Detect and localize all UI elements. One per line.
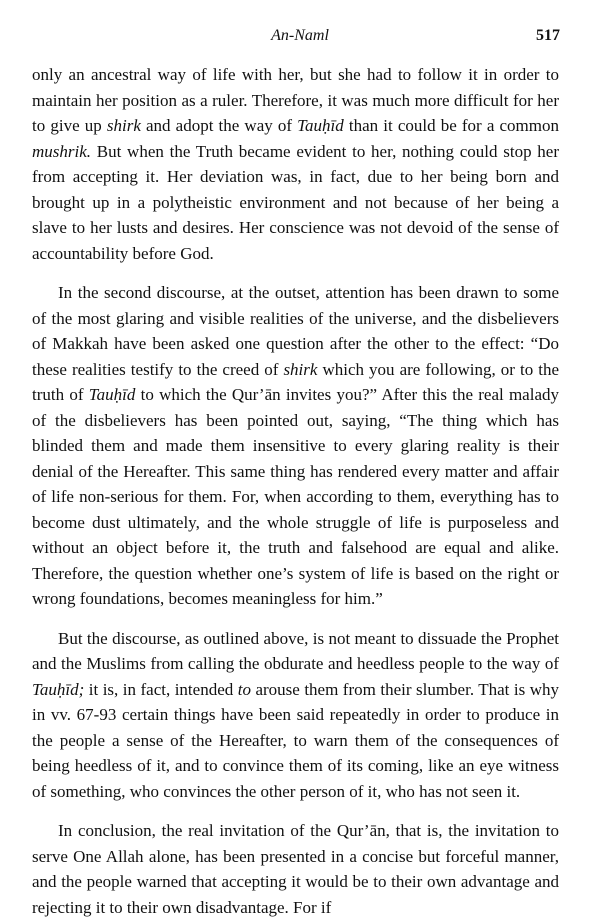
paragraph-3 — [32, 626, 559, 805]
running-title: An-Naml — [271, 27, 329, 44]
text-run: and adopt the way of — [140, 116, 298, 135]
paragraph-2 — [32, 280, 559, 612]
italic-term: Tauḥīd; — [32, 679, 85, 699]
text-run: But when the Truth became evident to her, nothing could stop her from accepting it. Her deviation was, in fact, due to her being born and brought up in a polytheistic environment and not because of her being a slave to her lusts and desires. Her conscience was not devoid of the sense of accountability before God. — [32, 141, 559, 263]
text-run: In the second discourse, at the outset, attention has been drawn to some of the most glaring and visible realities of the universe, and the disbelievers of Makkah have been asked one question after the other to the effect: “Do these realities testify to the creed of — [32, 283, 559, 379]
text-run: it is, in fact, intended — [84, 679, 238, 699]
italic-term: shirk — [283, 359, 318, 379]
page-body — [32, 62, 559, 920]
page-header — [0, 27, 600, 49]
italic-term: shirk — [106, 116, 141, 135]
italic-term: to — [237, 679, 251, 699]
paragraph-4 — [32, 818, 559, 920]
page-number: 517 — [536, 27, 560, 44]
text-run: to which the Qur’ān invites you?” After this the real malady of the disbelievers has been pointed out, saying, “The thing which has blinded them and made them insensitive to every glaring reality is their denial of the Hereafter. This same thing has rendered every matter and affair of life non-serious for them. For, when according to them, everything has to become dust ultimately, and the whole struggle of life is purposeless and without an object before it, the truth and falsehood are equal and alike. Therefore, the question whether one’s system of life is based on the right or wrong foundations, becomes meaningless for him.” — [32, 385, 559, 608]
italic-term: mushrik. — [32, 141, 92, 161]
text-run: only an ancestral way of life with her, but she had to follow it in order to maintain her position as a ruler. Therefore, it was much more difficult for her to give up — [32, 65, 559, 135]
text-run: which you are following, or to the truth of — [32, 359, 559, 404]
text-run: than it could be for a common — [343, 116, 559, 135]
italic-term: Tauḥīd — [297, 116, 344, 135]
italic-term: Tauḥīd — [88, 385, 136, 404]
text-run: But the discourse, as outlined above, is not meant to dissuade the Prophet and the Muslims from calling the obdurate and heedless people to the way of — [32, 628, 559, 673]
text-run: arouse them from their slumber. That is why in vv. 67-93 certain things have been said repeatedly in order to produce in the people a sense of the Hereafter, to warn them of the consequences of being heedless of it, and to convince them of its coming, like an eye witness of something, who convinces the other person of it, who has not seen it. — [32, 679, 559, 801]
paragraph-1 — [32, 62, 559, 266]
text-run: In conclusion, the real invitation of the Qur’ān, that is, the invitation to serve One Allah alone, has been presented in a concise but forceful manner, and the people warned that accepting it would be to their own advantage and rejecting it to their own disadvantage. For if — [32, 821, 559, 917]
